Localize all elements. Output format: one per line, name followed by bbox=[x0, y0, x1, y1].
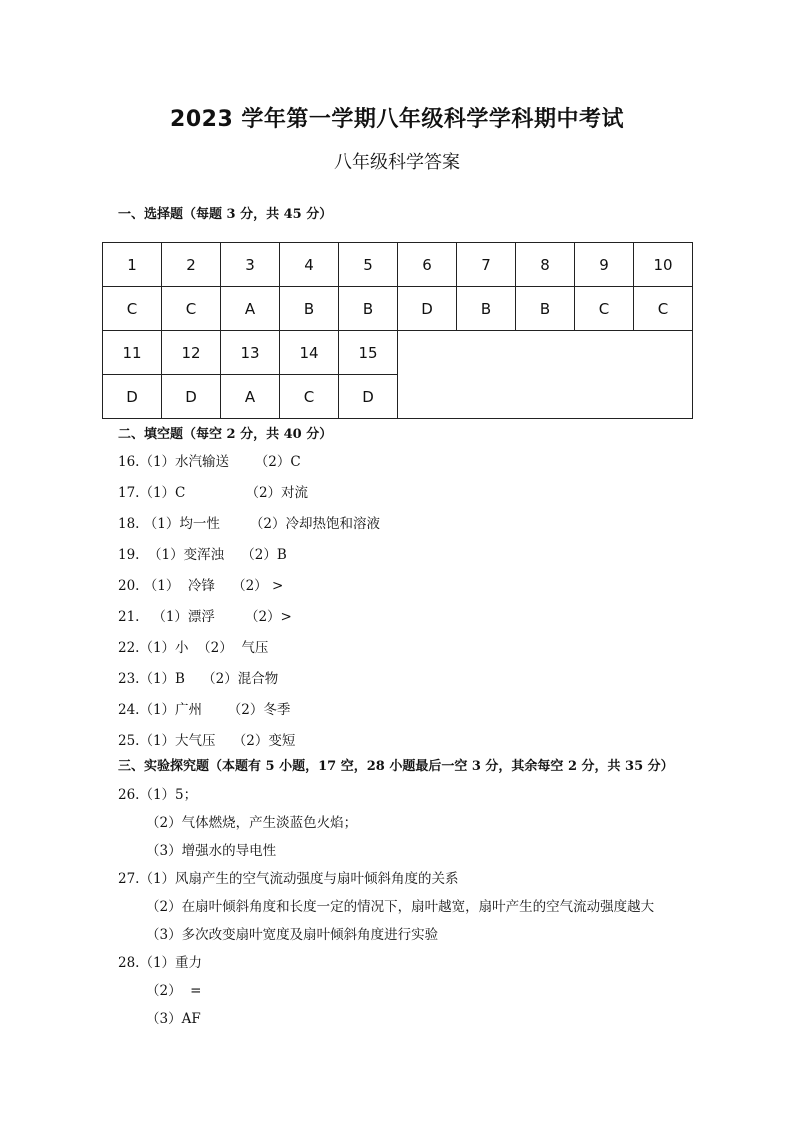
answer-cell: C bbox=[103, 287, 162, 331]
table-row-answers-1 bbox=[103, 287, 693, 331]
fill-in-answer-16: 16.（1）水汽输送 （2）C bbox=[118, 454, 301, 470]
experiment-answer-26-3: （3）增强水的导电性 bbox=[146, 843, 277, 859]
answer-cell: D bbox=[339, 375, 398, 419]
answer-cell: B bbox=[516, 287, 575, 331]
answer-cell: C bbox=[162, 287, 221, 331]
question-number: 10 bbox=[634, 243, 693, 287]
document-subtitle: 八年级科学答案 bbox=[334, 152, 460, 173]
empty-merged-cell bbox=[398, 331, 693, 419]
multiple-choice-answer-table bbox=[102, 242, 693, 419]
experiment-answer-26-2: （2）气体燃烧，产生淡蓝色火焰； bbox=[146, 815, 358, 831]
answer-cell: A bbox=[221, 287, 280, 331]
experiment-answer-26-1: 26.（1）5； bbox=[118, 787, 198, 803]
answer-cell: C bbox=[575, 287, 634, 331]
answer-cell: C bbox=[280, 375, 339, 419]
table-row-numbers-1 bbox=[103, 243, 693, 287]
fill-in-answer-21: 21. （1）漂浮 （2）> bbox=[118, 609, 292, 625]
question-number: 14 bbox=[280, 331, 339, 375]
experiment-answer-28-3: （3）AF bbox=[146, 1011, 201, 1027]
fill-in-answer-19: 19. （1）变浑浊 （2）B bbox=[118, 547, 287, 563]
question-number: 5 bbox=[339, 243, 398, 287]
experiment-answer-27-1: 27.（1）风扇产生的空气流动强度与扇叶倾斜角度的关系 bbox=[118, 871, 459, 887]
question-number: 7 bbox=[457, 243, 516, 287]
question-number: 15 bbox=[339, 331, 398, 375]
question-number: 8 bbox=[516, 243, 575, 287]
question-number: 9 bbox=[575, 243, 634, 287]
experiment-answer-28-1: 28.（1）重力 bbox=[118, 955, 203, 971]
fill-in-answer-18: 18. （1）均一性 （2）冷却热饱和溶液 bbox=[118, 516, 380, 532]
question-number: 3 bbox=[221, 243, 280, 287]
answer-cell: D bbox=[398, 287, 457, 331]
experiment-answer-27-2: （2）在扇叶倾斜角度和长度一定的情况下，扇叶越宽，扇叶产生的空气流动强度越大 bbox=[146, 899, 655, 915]
answer-cell: B bbox=[339, 287, 398, 331]
fill-in-answer-25: 25.（1）大气压 （2）变短 bbox=[118, 733, 296, 749]
question-number: 2 bbox=[162, 243, 221, 287]
answer-cell: B bbox=[457, 287, 516, 331]
fill-in-answer-24: 24.（1）广州 （2）冬季 bbox=[118, 702, 291, 718]
experiment-answer-28-2: （2） = bbox=[146, 983, 202, 999]
answer-cell: B bbox=[280, 287, 339, 331]
fill-in-answer-22: 22.（1）小 （2） 气压 bbox=[118, 640, 269, 656]
question-number: 13 bbox=[221, 331, 280, 375]
experiment-answer-27-3: （3）多次改变扇叶宽度及扇叶倾斜角度进行实验 bbox=[146, 927, 439, 943]
answer-cell: A bbox=[221, 375, 280, 419]
question-number: 6 bbox=[398, 243, 457, 287]
answer-cell: C bbox=[634, 287, 693, 331]
fill-in-answer-20: 20. （1） 冷锋 （2） > bbox=[118, 578, 284, 594]
answer-cell: D bbox=[103, 375, 162, 419]
document-title: 2023 学年第一学期八年级科学学科期中考试 bbox=[170, 107, 624, 132]
section-1-heading: 一、选择题（每题 3 分，共 45 分） bbox=[118, 207, 333, 222]
question-number: 12 bbox=[162, 331, 221, 375]
fill-in-answer-17: 17.（1）C （2）对流 bbox=[118, 485, 309, 501]
question-number: 4 bbox=[280, 243, 339, 287]
section-3-heading: 三、实验探究题（本题有 5 小题，17 空，28 小题最后一空 3 分，其余每空 2 分，共 35 分） bbox=[118, 759, 674, 774]
table-row-numbers-2 bbox=[103, 331, 693, 375]
question-number: 11 bbox=[103, 331, 162, 375]
question-number: 1 bbox=[103, 243, 162, 287]
section-2-heading: 二、填空题（每空 2 分，共 40 分） bbox=[118, 427, 333, 442]
answer-cell: D bbox=[162, 375, 221, 419]
fill-in-answer-23: 23.（1）B （2）混合物 bbox=[118, 671, 279, 687]
